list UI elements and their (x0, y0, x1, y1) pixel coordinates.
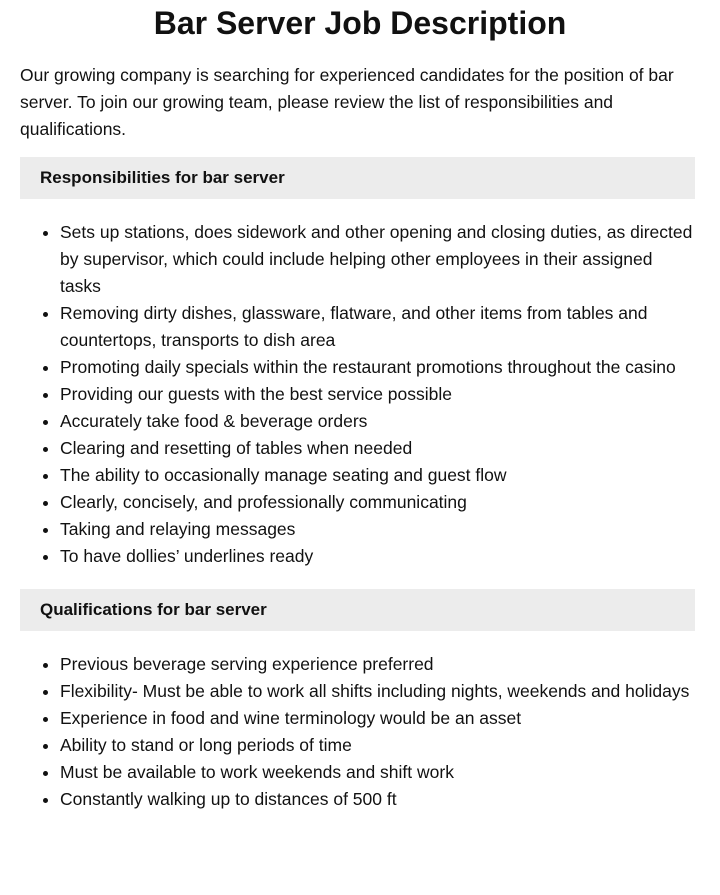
qualifications-section (0, 589, 720, 813)
list-item: • Ability to stand or long periods of time (60, 732, 695, 759)
section-heading: Qualifications for bar server (20, 589, 695, 631)
list-item: • Clearing and resetting of tables when needed (60, 435, 695, 462)
list-item: • Clearly, concisely, and professionally communicating (60, 489, 695, 516)
list-item: • Flexibility- Must be able to work all shifts including nights, weekends and holidays (60, 678, 695, 705)
list-item: • Must be available to work weekends and shift work (60, 759, 695, 786)
section-heading: Responsibilities for bar server (20, 157, 695, 199)
qualifications-list (20, 651, 695, 813)
list-item: • Accurately take food & beverage orders (60, 408, 695, 435)
page-title: Bar Server Job Description (153, 5, 567, 41)
list-item: • The ability to occasionally manage seating and guest flow (60, 462, 695, 489)
list-item: • Sets up stations, does sidework and other opening and closing duties, as directed by supervisor, which could include helping other employees in their assigned tasks (60, 219, 695, 300)
responsibilities-section (0, 157, 720, 570)
list-item: • Removing dirty dishes, glassware, flatware, and other items from tables and countertops, transports to dish area (60, 300, 695, 354)
responsibilities-list (20, 219, 695, 570)
list-item: • Taking and relaying messages (60, 516, 695, 543)
list-item: • Experience in food and wine terminology would be an asset (60, 705, 695, 732)
list-item: • Providing our guests with the best service possible (60, 381, 695, 408)
intro-text: Our growing company is searching for experienced candidates for the position of bar server. To join our growing team, please review the list of responsibilities and qualifications. (20, 65, 674, 139)
list-item: • Promoting daily specials within the restaurant promotions throughout the casino (60, 354, 695, 381)
list-item: • Constantly walking up to distances of 500 ft (60, 786, 695, 813)
list-item: • Previous beverage serving experience preferred (60, 651, 695, 678)
list-item: • To have dollies’ underlines ready (60, 543, 695, 570)
